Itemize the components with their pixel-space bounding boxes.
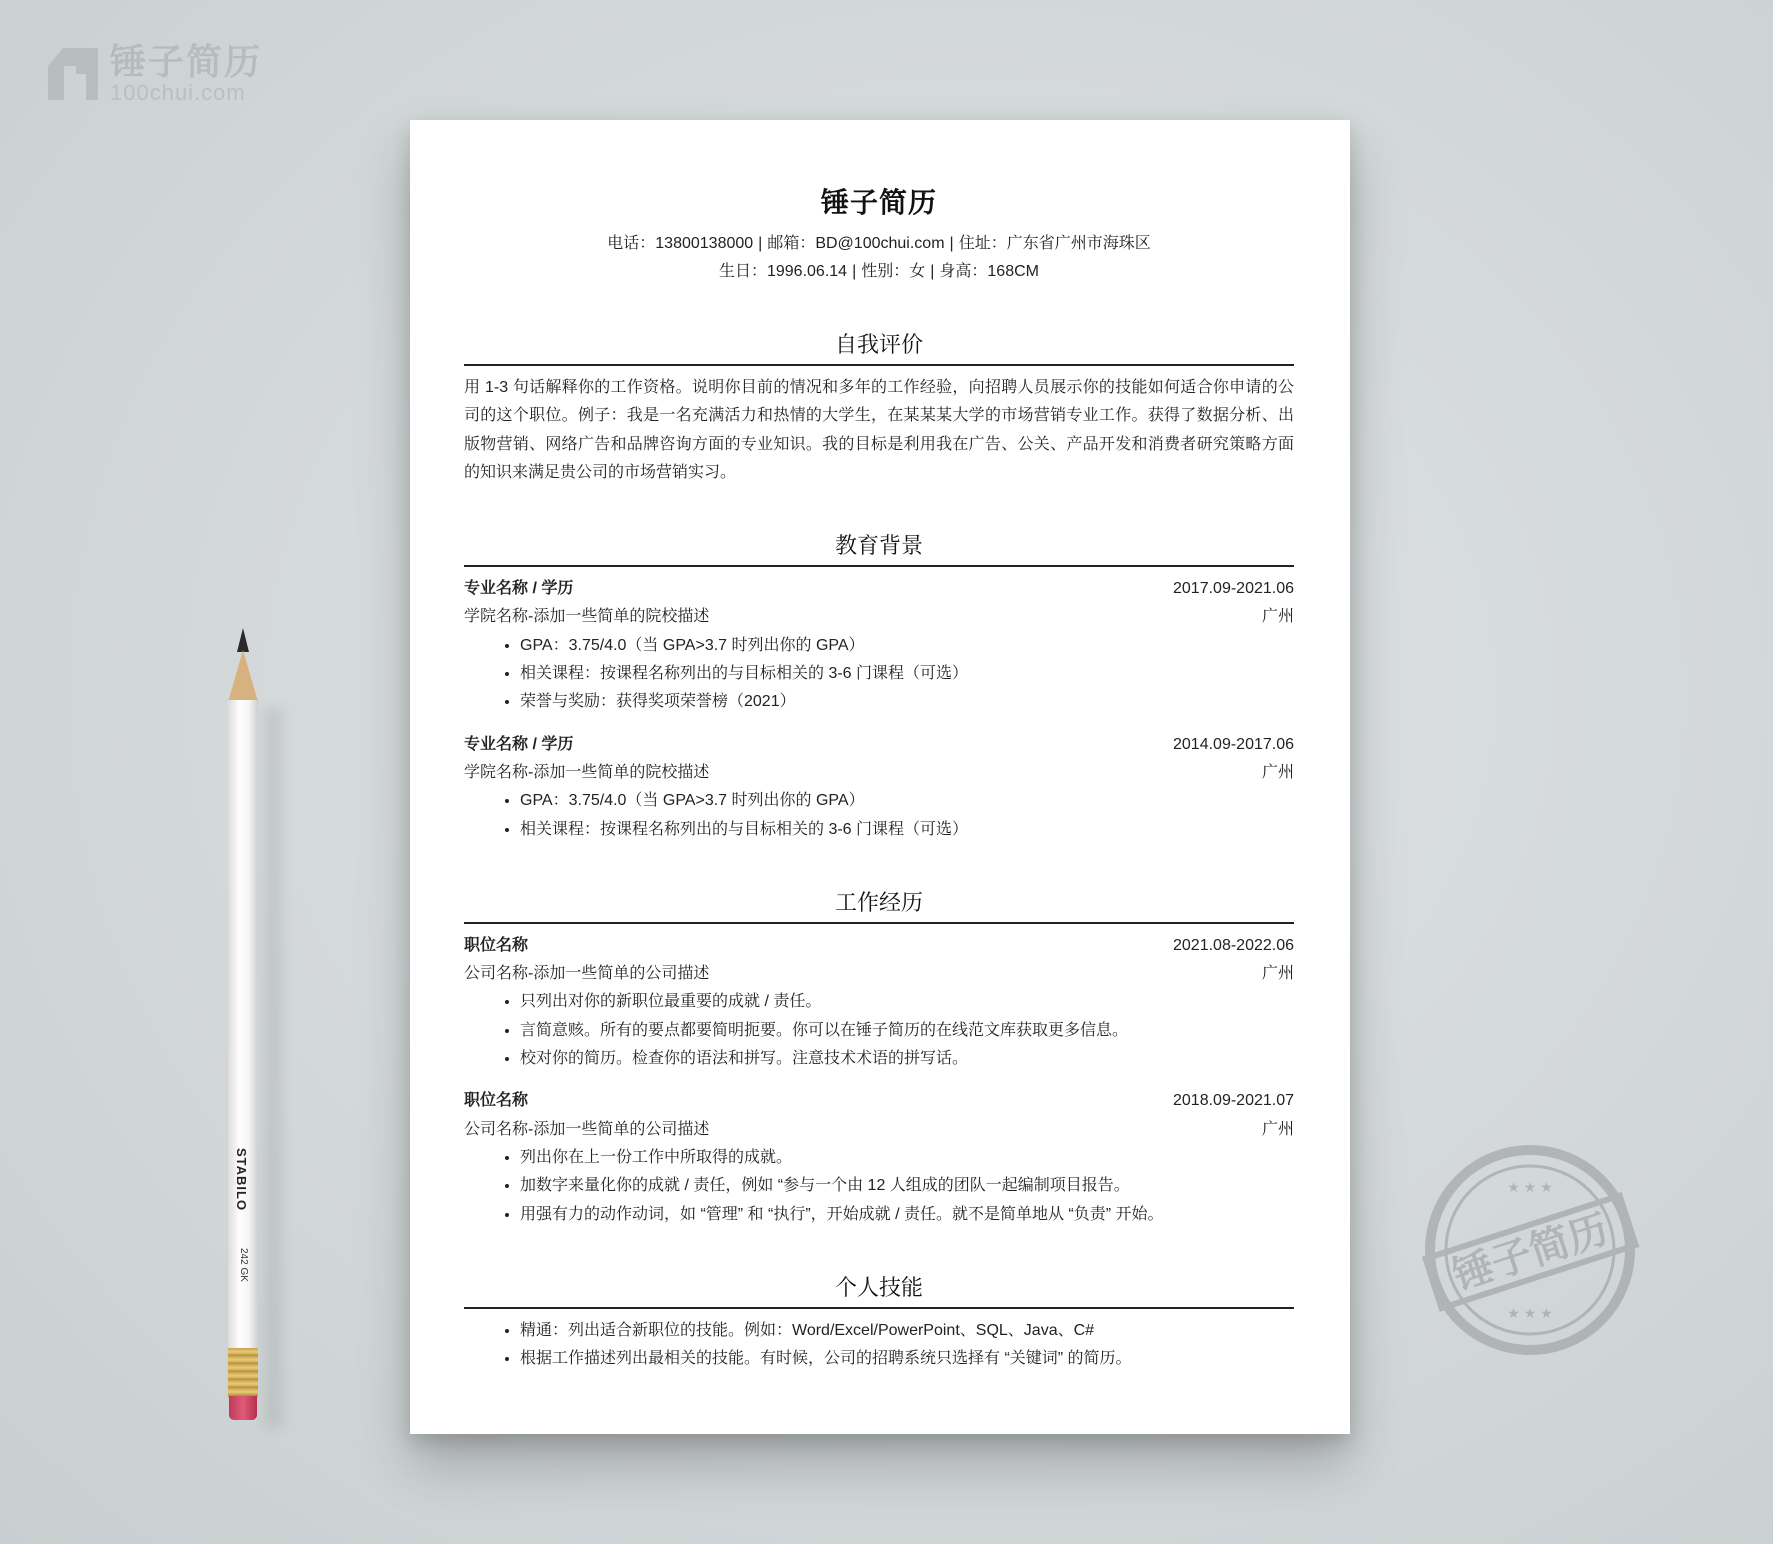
bullet-item: • 相关课程：按课程名称列出的与目标相关的 3-6 门课程（可选） bbox=[520, 660, 1294, 688]
logo-domain: 100chui.com bbox=[110, 80, 246, 105]
entry-date: 2021.08-2022.06 bbox=[1173, 936, 1294, 954]
bullet-item: • 言简意赅。所有的要点都要简明扼要。你可以在锤子简历的在线范文库获取更多信息。 bbox=[520, 1017, 1294, 1045]
entry-date: 2018.09-2021.07 bbox=[1173, 1092, 1294, 1110]
education-entry bbox=[464, 731, 1294, 844]
section-title: 自我评价 bbox=[464, 330, 1294, 366]
entry-heading: 职位名称 bbox=[464, 936, 529, 954]
resume-name: 锤子简历 bbox=[820, 187, 937, 218]
section-title: 个人技能 bbox=[464, 1273, 1294, 1309]
entry-subheading: 学院名称-添加一些简单的院校描述 bbox=[464, 608, 710, 626]
pencil-eraser-icon bbox=[229, 1396, 257, 1420]
logo-icon bbox=[48, 48, 98, 100]
svg-text:★ ★ ★: ★ ★ ★ bbox=[1507, 1179, 1553, 1195]
bullet-item: • 用强有力的动作动词，如 “管理” 和 “执行”，开始成就 / 责任。就不是简单地从 “负责” 开始。 bbox=[520, 1201, 1294, 1229]
height: 身高：168CM bbox=[939, 263, 1039, 280]
birthday: 生日：1996.06.14 bbox=[718, 263, 848, 280]
bullet-item: • GPA：3.75/4.0（当 GPA>3.7 时列出你的 GPA） bbox=[520, 632, 1294, 660]
bullet-item: • GPA：3.75/4.0（当 GPA>3.7 时列出你的 GPA） bbox=[520, 787, 1294, 815]
contact-info bbox=[464, 230, 1294, 286]
pencil-tip-icon bbox=[237, 628, 249, 652]
education-entry bbox=[464, 575, 1294, 716]
bullet-item: • 只列出对你的新职位最重要的成就 / 责任。 bbox=[520, 988, 1294, 1016]
pencil-model: 242 GK bbox=[238, 1248, 249, 1282]
bullet-item: • 相关课程：按课程名称列出的与目标相关的 3-6 门课程（可选） bbox=[520, 816, 1294, 844]
bullet-item: • 根据工作描述列出最相关的技能。有时候，公司的招聘系统只选择有 “关键词” 的简历。 bbox=[520, 1345, 1294, 1373]
section-work bbox=[464, 888, 1294, 1229]
email: 邮箱：BD@100chui.com bbox=[767, 235, 945, 252]
logo-name: 锤子简历 bbox=[110, 41, 263, 82]
self-eval-text: 用 1-3 句话解释你的工作资格。说明你目前的情况和多年的工作经验，向招聘人员展示你的技能如何适合你申请的公司的这个职位。例子：我是一名充满活力和热情的大学生，在某某某大学的市场营销专业工作。获得了数据分析、出版物营销、网络广告和品牌咨询方面的专业知识。我的目标是利用我在广告、公关、产品开发和消费者研究策略方面的知识来满足贵公司的市场营销实习。 bbox=[464, 379, 1294, 481]
work-entry bbox=[464, 932, 1294, 1073]
gender: 性别：女 bbox=[861, 263, 926, 280]
pencil-decoration bbox=[228, 628, 262, 1428]
address: 住址：广东省广州市海珠区 bbox=[958, 235, 1151, 252]
entry-location: 广州 bbox=[1261, 965, 1294, 983]
resume-paper bbox=[410, 120, 1350, 1434]
contact-line-2: 生日：1996.06.14 | 性别：女 | 身高：168CM bbox=[718, 263, 1039, 280]
entry-location: 广州 bbox=[1261, 608, 1294, 626]
contact-line-1: 电话：13800138000 | 邮箱：BD@100chui.com | 住址：广东省广州市海珠区 bbox=[607, 235, 1151, 252]
watermark-stamp-icon bbox=[1420, 1140, 1640, 1360]
stamp-text: 锤子简历 bbox=[1447, 1206, 1615, 1300]
entry-subheading: 公司名称-添加一些简单的公司描述 bbox=[464, 965, 710, 983]
entry-subheading: 学院名称-添加一些简单的院校描述 bbox=[464, 763, 710, 781]
bullet-item: • 荣誉与奖励：获得奖项荣誉榜（2021） bbox=[520, 688, 1294, 716]
section-education bbox=[464, 531, 1294, 844]
entry-date: 2017.09-2021.06 bbox=[1173, 580, 1294, 598]
brand-logo bbox=[48, 41, 263, 105]
section-title: 工作经历 bbox=[464, 888, 1294, 924]
entry-heading: 专业名称 / 学历 bbox=[464, 735, 574, 753]
bullet-item: • 加数字来量化你的成就 / 责任，例如 “参与一个由 12 人组成的团队一起编制项目报告。 bbox=[520, 1172, 1294, 1200]
work-entry bbox=[464, 1087, 1294, 1228]
section-self-eval bbox=[464, 330, 1294, 487]
entry-date: 2014.09-2017.06 bbox=[1173, 735, 1294, 753]
section-title: 教育背景 bbox=[464, 531, 1294, 567]
entry-subheading: 公司名称-添加一些简单的公司描述 bbox=[464, 1120, 710, 1138]
section-skills bbox=[464, 1273, 1294, 1374]
phone: 电话：13800138000 bbox=[607, 235, 754, 252]
bullet-item: • 列出你在上一份工作中所取得的成就。 bbox=[520, 1144, 1294, 1172]
pencil-brand: STABILO bbox=[234, 1148, 249, 1212]
entry-location: 广州 bbox=[1261, 1120, 1294, 1138]
bullet-item: • 精通：列出适合新职位的技能。例如：Word/Excel/PowerPoint、SQL、Java、C# bbox=[520, 1317, 1294, 1345]
entry-heading: 专业名称 / 学历 bbox=[464, 580, 574, 598]
svg-text:★ ★ ★: ★ ★ ★ bbox=[1507, 1305, 1553, 1321]
entry-heading: 职位名称 bbox=[464, 1092, 529, 1110]
bullet-item: • 校对你的简历。检查你的语法和拼写。注意技术术语的拼写话。 bbox=[520, 1045, 1294, 1073]
entry-location: 广州 bbox=[1261, 763, 1294, 781]
